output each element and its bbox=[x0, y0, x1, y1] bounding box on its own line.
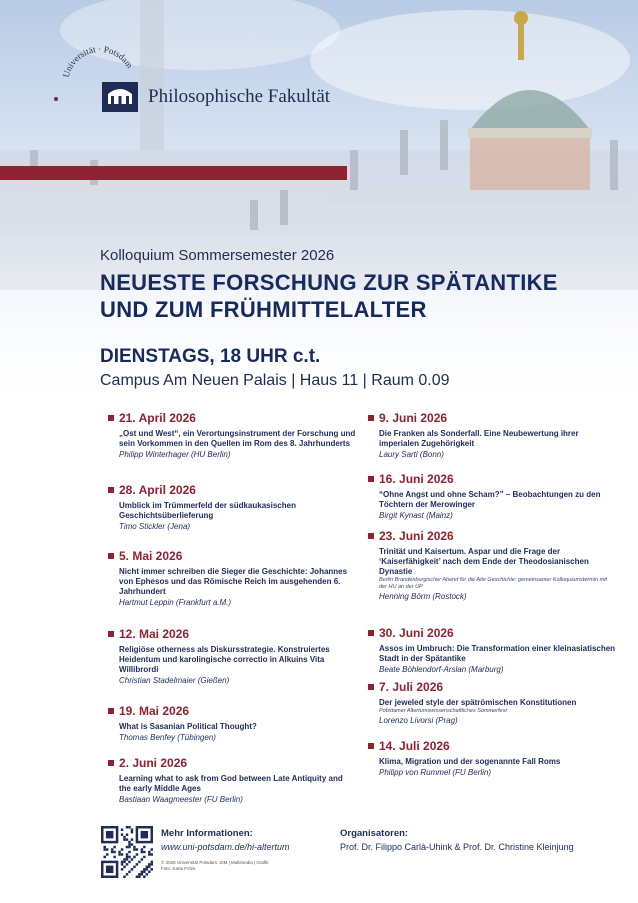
talk-speaker: Thomas Benfey (Tübingen) bbox=[119, 733, 216, 742]
organizers-heading: Organisatoren: bbox=[340, 828, 409, 839]
talk-speaker: Philipp Winterhager (HU Berlin) bbox=[119, 450, 231, 459]
talk-date: 2. Juni 2026 bbox=[119, 756, 188, 770]
talk-title: What is Sasanian Political Thought? bbox=[119, 722, 257, 731]
talk-entry bbox=[108, 755, 356, 805]
university-logo bbox=[48, 44, 158, 144]
talk-date: 7. Juli 2026 bbox=[379, 680, 444, 694]
bullet-square-icon bbox=[368, 630, 374, 636]
talk-speaker: Lorenzo Livorsi (Prag) bbox=[379, 716, 458, 725]
talk-date: 5. Mai 2026 bbox=[119, 549, 183, 563]
talk-entry bbox=[108, 703, 356, 743]
talk-title: „Ost und West“, ein Verortungsinstrument der Forschung und sein Vorkommen in den Quellen im Rom des 8. Jahrhunderts bbox=[119, 429, 356, 448]
talk-date: 28. April 2026 bbox=[119, 483, 196, 497]
bullet-square-icon bbox=[108, 415, 114, 421]
talk-title: Der jeweled style der spätrömischen Konstitutionen bbox=[379, 698, 577, 707]
svg-text:Universität · Potsdam: Universität · Potsdam bbox=[60, 44, 135, 79]
talk-date: 23. Juni 2026 bbox=[379, 529, 454, 543]
bullet-square-icon bbox=[108, 631, 114, 637]
talk-title: Umblick im Trümmerfeld der südkaukasischen Geschichtsüberlieferung bbox=[119, 501, 296, 520]
talk-date: 16. Juni 2026 bbox=[379, 472, 454, 486]
event-series: Kolloquium Sommersemester 2026 bbox=[100, 247, 335, 264]
talk-title: Die Franken als Sonderfall. Eine Neubewertung ihrer imperialen Zugehörigkeit bbox=[379, 429, 579, 448]
talk-note: Potsdamer Altertumswissenschaftliches Sommerfest bbox=[379, 708, 507, 714]
talk-entry bbox=[368, 471, 616, 521]
talk-title: Learning what to ask from God between Late Antiquity and the early Middle Ages bbox=[119, 774, 343, 793]
talk-date: 14. Juli 2026 bbox=[379, 739, 450, 753]
bullet-square-icon bbox=[108, 708, 114, 714]
bullet-square-icon bbox=[368, 684, 374, 690]
bullet-square-icon bbox=[368, 415, 374, 421]
event-title bbox=[100, 269, 558, 323]
talk-entry bbox=[368, 625, 616, 675]
talk-title: Religiöse otherness als Diskursstrategie. Konstruiertes Heidentum und karolingische correctio in Alkuins Vita Willibrordi bbox=[119, 645, 330, 674]
more-info-heading: Mehr Informationen: bbox=[161, 828, 253, 839]
talk-date: 30. Juni 2026 bbox=[379, 626, 454, 640]
bullet-square-icon bbox=[368, 533, 374, 539]
talk-title: Assos im Umbruch: Die Transformation einer kleinasiatischen Stadt in der Spätantike bbox=[379, 644, 616, 663]
event-title-line2: UND ZUM FRÜHMITTELALTER bbox=[100, 297, 427, 322]
qr-code-icon bbox=[101, 826, 153, 878]
event-location: Campus Am Neuen Palais | Haus 11 | Raum 0.09 bbox=[100, 372, 450, 389]
talk-entry bbox=[368, 679, 616, 726]
talk-date: 12. Mai 2026 bbox=[119, 627, 190, 641]
talk-entry bbox=[108, 410, 356, 460]
talk-speaker: Henning Börm (Rostock) bbox=[379, 592, 467, 601]
talk-title: Trinität und Kaisertum. Aspar und die Frage der ‘Kaiserfähigkeit’ nach dem Ende der Theodosianischen Dynastie bbox=[379, 547, 589, 576]
bullet-square-icon bbox=[108, 487, 114, 493]
talk-speaker: Christian Stadelmaier (Gießen) bbox=[119, 676, 230, 685]
talk-title: Klima, Migration und der sogenannte Fall Roms bbox=[379, 757, 561, 766]
talk-entry bbox=[108, 482, 356, 532]
photo-credit: Foto: Karla Fritze bbox=[161, 866, 196, 871]
talk-speaker: Birgit Kynast (Mainz) bbox=[379, 511, 453, 520]
talk-speaker: Philipp von Rummel (FU Berlin) bbox=[379, 768, 492, 777]
talk-speaker: Laury Sarti (Bonn) bbox=[379, 450, 444, 459]
credits bbox=[161, 860, 268, 872]
bullet-square-icon bbox=[368, 743, 374, 749]
talk-speaker: Hartmut Leppin (Frankfurt a.M.) bbox=[119, 598, 232, 607]
bullet-square-icon bbox=[108, 553, 114, 559]
event-title-line1: NEUESTE FORSCHUNG ZUR SPÄTANTIKE bbox=[100, 270, 558, 295]
talk-speaker: Bastiaan Waagmeester (FU Berlin) bbox=[119, 795, 243, 804]
talk-entry bbox=[368, 738, 616, 778]
faculty-name: Philosophische Fakultät bbox=[148, 86, 331, 107]
bullet-square-icon bbox=[368, 476, 374, 482]
university-seal-icon bbox=[48, 44, 158, 144]
bullet-square-icon bbox=[108, 760, 114, 766]
accent-bar bbox=[0, 166, 347, 180]
more-info-link[interactable]: www.uni-potsdam.de/hi-altertum bbox=[161, 842, 290, 852]
talk-note: Berlin Brandenburgischer Abend für die Alte Geschichte: gemeinsamer Kolloquiumstermin mit der HU an der UP bbox=[379, 577, 607, 590]
talk-title: “Ohne Angst und ohne Scham?” – Beobachtungen zu den Töchtern der Merowinger bbox=[379, 490, 601, 509]
talk-speaker: Beate Böhlendorf-Arslan (Marburg) bbox=[379, 665, 504, 674]
talk-date: 19. Mai 2026 bbox=[119, 704, 190, 718]
credit-line: © 2026 Universität Potsdam, ZIM | Multimedia | Grafik bbox=[161, 860, 269, 865]
talk-date: 21. April 2026 bbox=[119, 411, 196, 425]
talk-date: 9. Juni 2026 bbox=[379, 411, 448, 425]
event-time: DIENSTAGS, 18 UHR c.t. bbox=[100, 346, 321, 367]
organizers-names: Prof. Dr. Filippo Carlà-Uhink & Prof. Dr. Christine Kleinjung bbox=[340, 842, 574, 852]
talk-entry bbox=[108, 626, 356, 686]
talk-speaker: Timo Stickler (Jena) bbox=[119, 522, 191, 531]
talk-entry bbox=[368, 410, 616, 460]
talk-entry bbox=[108, 548, 356, 608]
talk-title: Nicht immer schreiben die Sieger die Geschichte: Johannes von Ephesos und das Römische Reich im ausgehenden 6. Jahrhundert bbox=[119, 567, 348, 596]
talk-entry bbox=[368, 528, 616, 602]
